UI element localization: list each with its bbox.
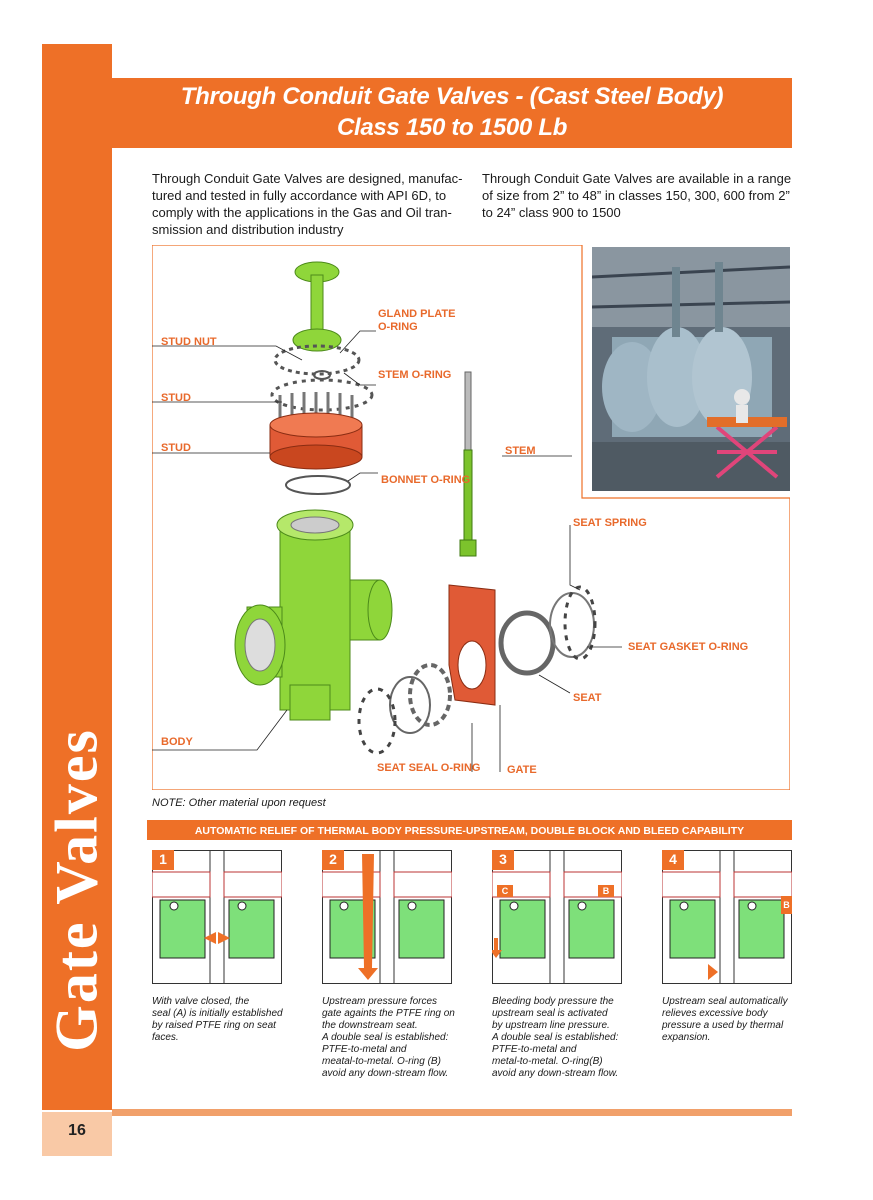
section-title: Gate Valves — [43, 728, 110, 1052]
step-3-number: 3 — [499, 851, 507, 867]
label-seat-seal-oring: SEAT SEAL O-RING — [377, 762, 481, 774]
step-4-diagram — [662, 850, 792, 984]
step-4-caption: Upstream seal automatically relieves excessive body pressure a used by thermal expansion. — [662, 996, 788, 1043]
page-number: 16 — [68, 1122, 86, 1139]
label-gland-plate: GLAND PLATE O-RING — [378, 308, 456, 333]
step-1-number: 1 — [159, 851, 167, 867]
factory-photo — [592, 247, 790, 491]
step-4-number: 4 — [669, 851, 677, 867]
step-3-badge-b: B — [598, 885, 614, 897]
label-seat-spring: SEAT SPRING — [573, 517, 647, 529]
label-gate: GATE — [507, 764, 537, 776]
relief-title: AUTOMATIC RELIEF OF THERMAL BODY PRESSURE-UPSTREAM, DOUBLE BLOCK AND BLEED CAPABILITY — [194, 825, 745, 837]
label-stem-oring: STEM O-RING — [378, 369, 452, 381]
label-stem: STEM — [505, 445, 536, 457]
label-seat: SEAT — [573, 692, 602, 704]
step-1-caption: With valve closed, the seal (A) is initially established by raised PTFE ring on seat faces. — [152, 996, 283, 1043]
step-4-badge-b: B — [781, 896, 792, 914]
label-body: BODY — [161, 736, 193, 748]
page-title: Through Conduit Gate Valves - (Cast Steel Body) — [180, 83, 724, 110]
page-subtitle: Class 150 to 1500 Lb — [336, 114, 568, 141]
label-bonnet-oring: BONNET O-RING — [381, 474, 471, 486]
intro-right: Through Conduit Gate Valves are available in a range of size from 2” to 48” in classes 150, 300, 600 from 2” to 24” class 900 to 1500 — [482, 171, 792, 220]
step-2-diagram — [322, 850, 452, 984]
step-1-diagram — [152, 850, 282, 984]
intro-left: Through Conduit Gate Valves are designed, manufac- tured and tested in fully accordance with API 6D, to comply with the applications in the Gas and Oil tran- smission and distribution industry — [152, 171, 463, 237]
step-2-caption: Upstream pressure forces gate againts the PTFE ring on the downstream seat. A double seal is established: PTFE-to-metal and meatal-to-metal. O-ring (B) avoid any down-stream flow. — [322, 996, 455, 1079]
step-2-number: 2 — [329, 851, 337, 867]
label-stud-lower: STUD — [161, 442, 191, 454]
step-3-diagram — [492, 850, 622, 984]
step-3-caption: Bleeding body pressure the upstream seal is activated by upstream line pressure. A double seal is established: PTFE-to-metal and metal-to-metal. O-ring(B) avoid any down-stream flow. — [492, 996, 619, 1079]
material-note: NOTE: Other material upon request — [152, 797, 326, 809]
label-stud-nut: STUD NUT — [161, 336, 217, 348]
label-seat-gasket-oring: SEAT GASKET O-RING — [628, 641, 749, 653]
footer-rule — [112, 1109, 792, 1116]
step-3-badge-c: C — [497, 885, 513, 897]
label-stud-upper: STUD — [161, 392, 191, 404]
